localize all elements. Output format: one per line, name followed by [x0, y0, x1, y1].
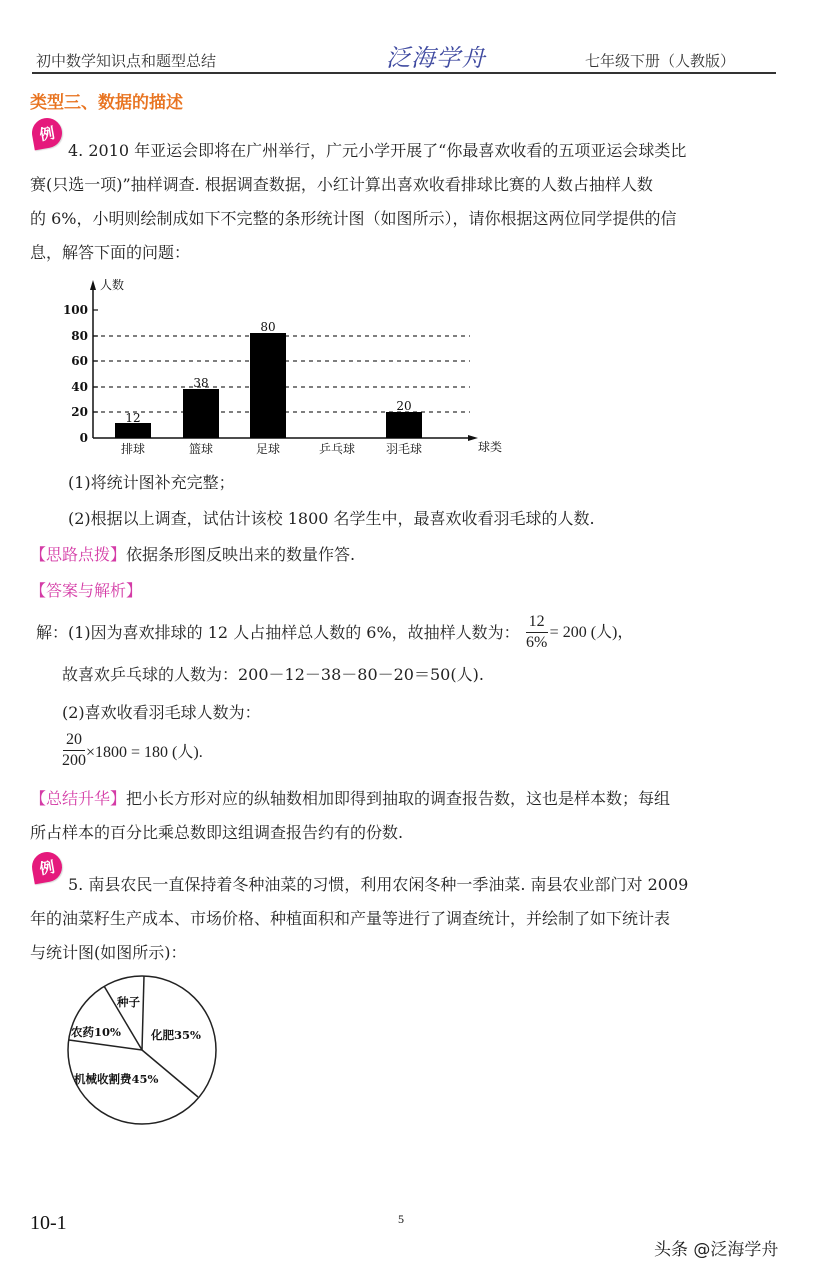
pie-label-pesticide: 农药10% [71, 1025, 121, 1039]
fraction-numerator: 12 [526, 612, 548, 633]
solution-2-formula [62, 730, 203, 771]
pie-chart [60, 972, 230, 1132]
header-brand: 泛海学舟 [386, 44, 486, 72]
question-1: (1)将统计图补充完整； [68, 473, 235, 492]
y-tick-80: 80 [71, 329, 88, 343]
solution-1-text: 解：(1)因为喜欢排球的 12 人占抽样总人数的 6%，故抽样人数为： [36, 622, 520, 642]
y-tick-60: 60 [71, 354, 88, 368]
solution-1-fraction [526, 612, 548, 653]
summary-text-1: 把小长方形对应的纵轴数相加即得到抽取的调查报告数，这也是样本数；每组 [126, 789, 671, 808]
solution-1-result: = 200 (人)， [549, 623, 634, 641]
footer-code: 10-1 [30, 1212, 67, 1234]
hint-block [30, 538, 355, 572]
example-5-line-2: 年的油菜籽生产成本、市场价格、种植面积和产量等进行了调查统计，并绘制了如下统计表 [30, 909, 671, 928]
fraction-denominator: 6% [526, 634, 548, 651]
header-left-title: 初中数学知识点和题型总结 [36, 52, 217, 70]
example-badge-icon: 例 [30, 850, 65, 885]
bar-basketball [183, 389, 219, 438]
bar-chart [60, 270, 520, 465]
header-divider [32, 72, 776, 74]
category-volleyball: 排球 [120, 442, 146, 456]
example-4-text [30, 134, 810, 270]
fraction-denominator: 200 [62, 752, 86, 769]
fraction-numerator: 20 [63, 730, 85, 751]
category-badminton: 羽毛球 [385, 442, 423, 456]
example-4-line-3: 的 6%，小明则绘制成如下不完整的条形统计图（如图所示），请你根据这两位同学提供的信 [30, 209, 677, 228]
x-axis-arrow-icon [468, 435, 478, 441]
section-title: 类型三、数据的描述 [30, 93, 183, 113]
y-tick-0: 0 [79, 431, 88, 445]
pie-label-fertilizer: 化肥35% [151, 1028, 201, 1042]
category-table-tennis: 乒乓球 [318, 442, 356, 456]
example-5-line-1: 5. 南县农民一直保持着冬种油菜的习惯，利用农闲冬种一季油菜. 南县农业部门对 2009 [68, 875, 689, 894]
summary-block [30, 782, 810, 850]
summary-text-2: 所占样本的百分比乘总数即这组调查报告约有的份数. [30, 823, 404, 842]
bar-value-volleyball: 12 [125, 411, 141, 425]
example-5-line-3: 与统计图(如图所示)： [30, 943, 187, 962]
solution-2-line-1: (2)喜欢收看羽毛球人数为： [62, 703, 261, 722]
hint-label: 【思路点拨】 [30, 545, 127, 564]
example-badge-icon: 例 [30, 116, 65, 151]
question-2: (2)根据以上调查，试估计该校 1800 名学生中，最喜欢收看羽毛球的人数. [68, 509, 595, 528]
bar-badminton [386, 412, 422, 438]
solution-2-fraction [62, 730, 86, 771]
y-tick-100: 100 [62, 303, 88, 317]
answer-label: 【答案与解析】 [30, 581, 143, 600]
watermark: 头条 @泛海学舟 [654, 1240, 779, 1260]
bar-football [250, 333, 286, 438]
page-number: 5 [398, 1212, 404, 1226]
example-4-line-2: 赛(只选一项)”抽样调查. 根据调查数据，小红计算出喜欢收看排球比赛的人数占抽样人数 [30, 175, 653, 194]
solution-2-result: ×1800 = 180 (人). [86, 744, 203, 761]
y-tick-20: 20 [71, 405, 88, 419]
category-basketball: 篮球 [188, 442, 214, 456]
hint-text: 依据条形图反映出来的数量作答. [126, 545, 356, 564]
bar-value-badminton: 20 [396, 399, 412, 413]
example-4-line-1: 4. 2010 年亚运会即将在广州举行，广元小学开展了“你最喜欢收看的五项亚运会球类比 [68, 141, 687, 160]
bar-value-football: 80 [260, 320, 276, 334]
x-axis-label: 球类 [478, 440, 503, 454]
example-5-text [30, 868, 810, 970]
solution-1 [36, 612, 633, 653]
header-right-title: 七年级下册（人教版） [585, 52, 736, 70]
example-4-line-4: 息，解答下面的问题： [30, 243, 191, 262]
y-tick-40: 40 [71, 380, 88, 394]
solution-1-line-2: 故喜欢乒乓球的人数为：200－12－38－80－20＝50(人). [62, 665, 484, 684]
y-axis-arrow-icon [90, 280, 96, 290]
bar-volleyball [115, 423, 151, 438]
summary-label: 【总结升华】 [30, 789, 127, 808]
bar-value-basketball: 38 [193, 376, 209, 390]
pie-label-harvest: 机械收割费45% [74, 1072, 159, 1086]
category-football: 足球 [255, 442, 281, 456]
pie-label-seeds: 种子 [117, 995, 140, 1009]
y-axis-label: 人数 [100, 278, 125, 292]
